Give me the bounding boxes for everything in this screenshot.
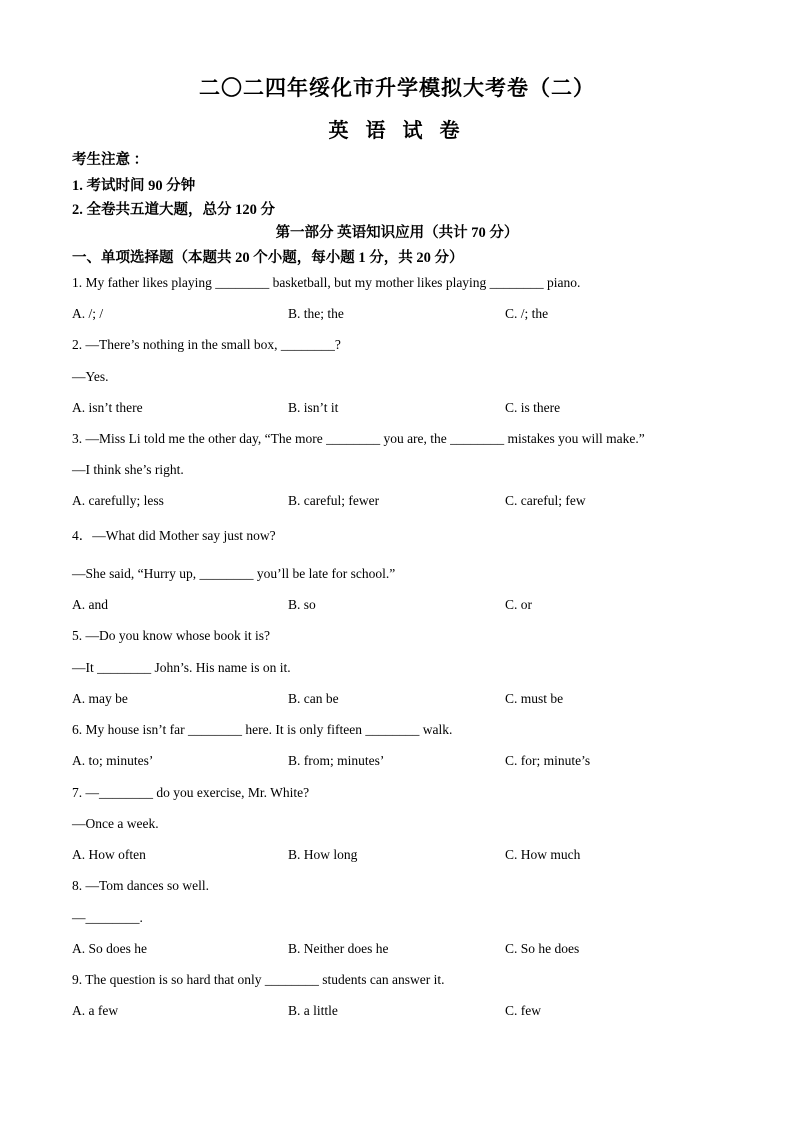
question-8-stem: 8. —Tom dances so well. (72, 878, 210, 893)
option-c: C. is there (505, 400, 561, 415)
question-3-options (72, 493, 722, 511)
option-b: B. from; minutes’ (288, 753, 385, 768)
option-b: B. a little (288, 1003, 338, 1018)
option-c: C. How much (505, 847, 581, 862)
option-a: A. and (72, 597, 108, 612)
option-a: A. How often (72, 847, 146, 862)
option-b: B. Neither does he (288, 941, 389, 956)
question-5-response: —It ________ John’s. His name is on it. (72, 660, 291, 675)
option-b: B. the; the (288, 306, 344, 321)
question-3-stem: 3. —Miss Li told me the other day, “The more ________ you are, the ________ mistakes you will make.” (72, 431, 645, 446)
part-one-title: 第一部分 英语知识应用（共计 70 分） (275, 225, 519, 241)
option-c: C. /; the (505, 306, 549, 321)
question-2-stem: 2. —There’s nothing in the small box, ________? (72, 337, 341, 352)
notice-item-total: 2. 全卷共五道大题，总分 120 分 (72, 202, 275, 218)
exam-main-title: 二〇二四年绥化市升学模拟大考卷（二） (199, 76, 595, 100)
question-5-options (72, 691, 722, 709)
question-9-options (72, 1003, 722, 1021)
option-c: C. careful; few (505, 493, 586, 508)
option-b: B. can be (288, 691, 339, 706)
question-4-stem: 4．—What did Mother say just now? (72, 528, 276, 543)
section-one-title: 一、单项选择题（本题共 20 个小题，每小题 1 分，共 20 分） (72, 250, 464, 266)
option-a: A. may be (72, 691, 128, 706)
option-c: C. So he does (505, 941, 580, 956)
question-6-stem: 6. My house isn’t far ________ here. It is only fifteen ________ walk. (72, 722, 453, 737)
option-b: B. isn’t it (288, 400, 339, 415)
option-a: A. to; minutes’ (72, 753, 154, 768)
option-c: C. for; minute’s (505, 753, 591, 768)
question-8-options (72, 941, 722, 959)
exam-subject-title: 英 语 试 卷 (328, 120, 466, 142)
question-4-response: —She said, “Hurry up, ________ you’ll be late for school.” (72, 566, 396, 581)
question-4-options (72, 597, 722, 615)
option-a: A. /; / (72, 306, 104, 321)
question-7-stem: 7. —________ do you exercise, Mr. White? (72, 785, 310, 800)
option-b: B. careful; fewer (288, 493, 380, 508)
question-2-response: —Yes. (72, 369, 109, 384)
notice-heading: 考生注意 ： (72, 152, 149, 168)
option-a: A. isn’t there (72, 400, 143, 415)
question-5-stem: 5. —Do you know whose book it is? (72, 628, 270, 643)
question-2-options (72, 400, 722, 418)
question-8-response: —________. (72, 910, 143, 925)
option-c: C. few (505, 1003, 541, 1018)
question-3-response: —I think she’s right. (72, 462, 184, 477)
question-6-options (72, 753, 722, 771)
option-a: A. a few (72, 1003, 119, 1018)
option-a: A. So does he (72, 941, 147, 956)
question-1-stem: 1. My father likes playing ________ basketball, but my mother likes playing ________ piano. (72, 275, 581, 290)
option-c: C. or (505, 597, 532, 612)
question-7-options (72, 847, 722, 865)
option-c: C. must be (505, 691, 564, 706)
option-a: A. carefully; less (72, 493, 164, 508)
question-9-stem: 9. The question is so hard that only ________ students can answer it. (72, 972, 445, 987)
question-1-options (72, 306, 722, 324)
option-b: B. so (288, 597, 316, 612)
option-b: B. How long (288, 847, 358, 862)
notice-item-time: 1. 考试时间 90 分钟 (72, 178, 196, 194)
question-7-response: —Once a week. (72, 816, 159, 831)
